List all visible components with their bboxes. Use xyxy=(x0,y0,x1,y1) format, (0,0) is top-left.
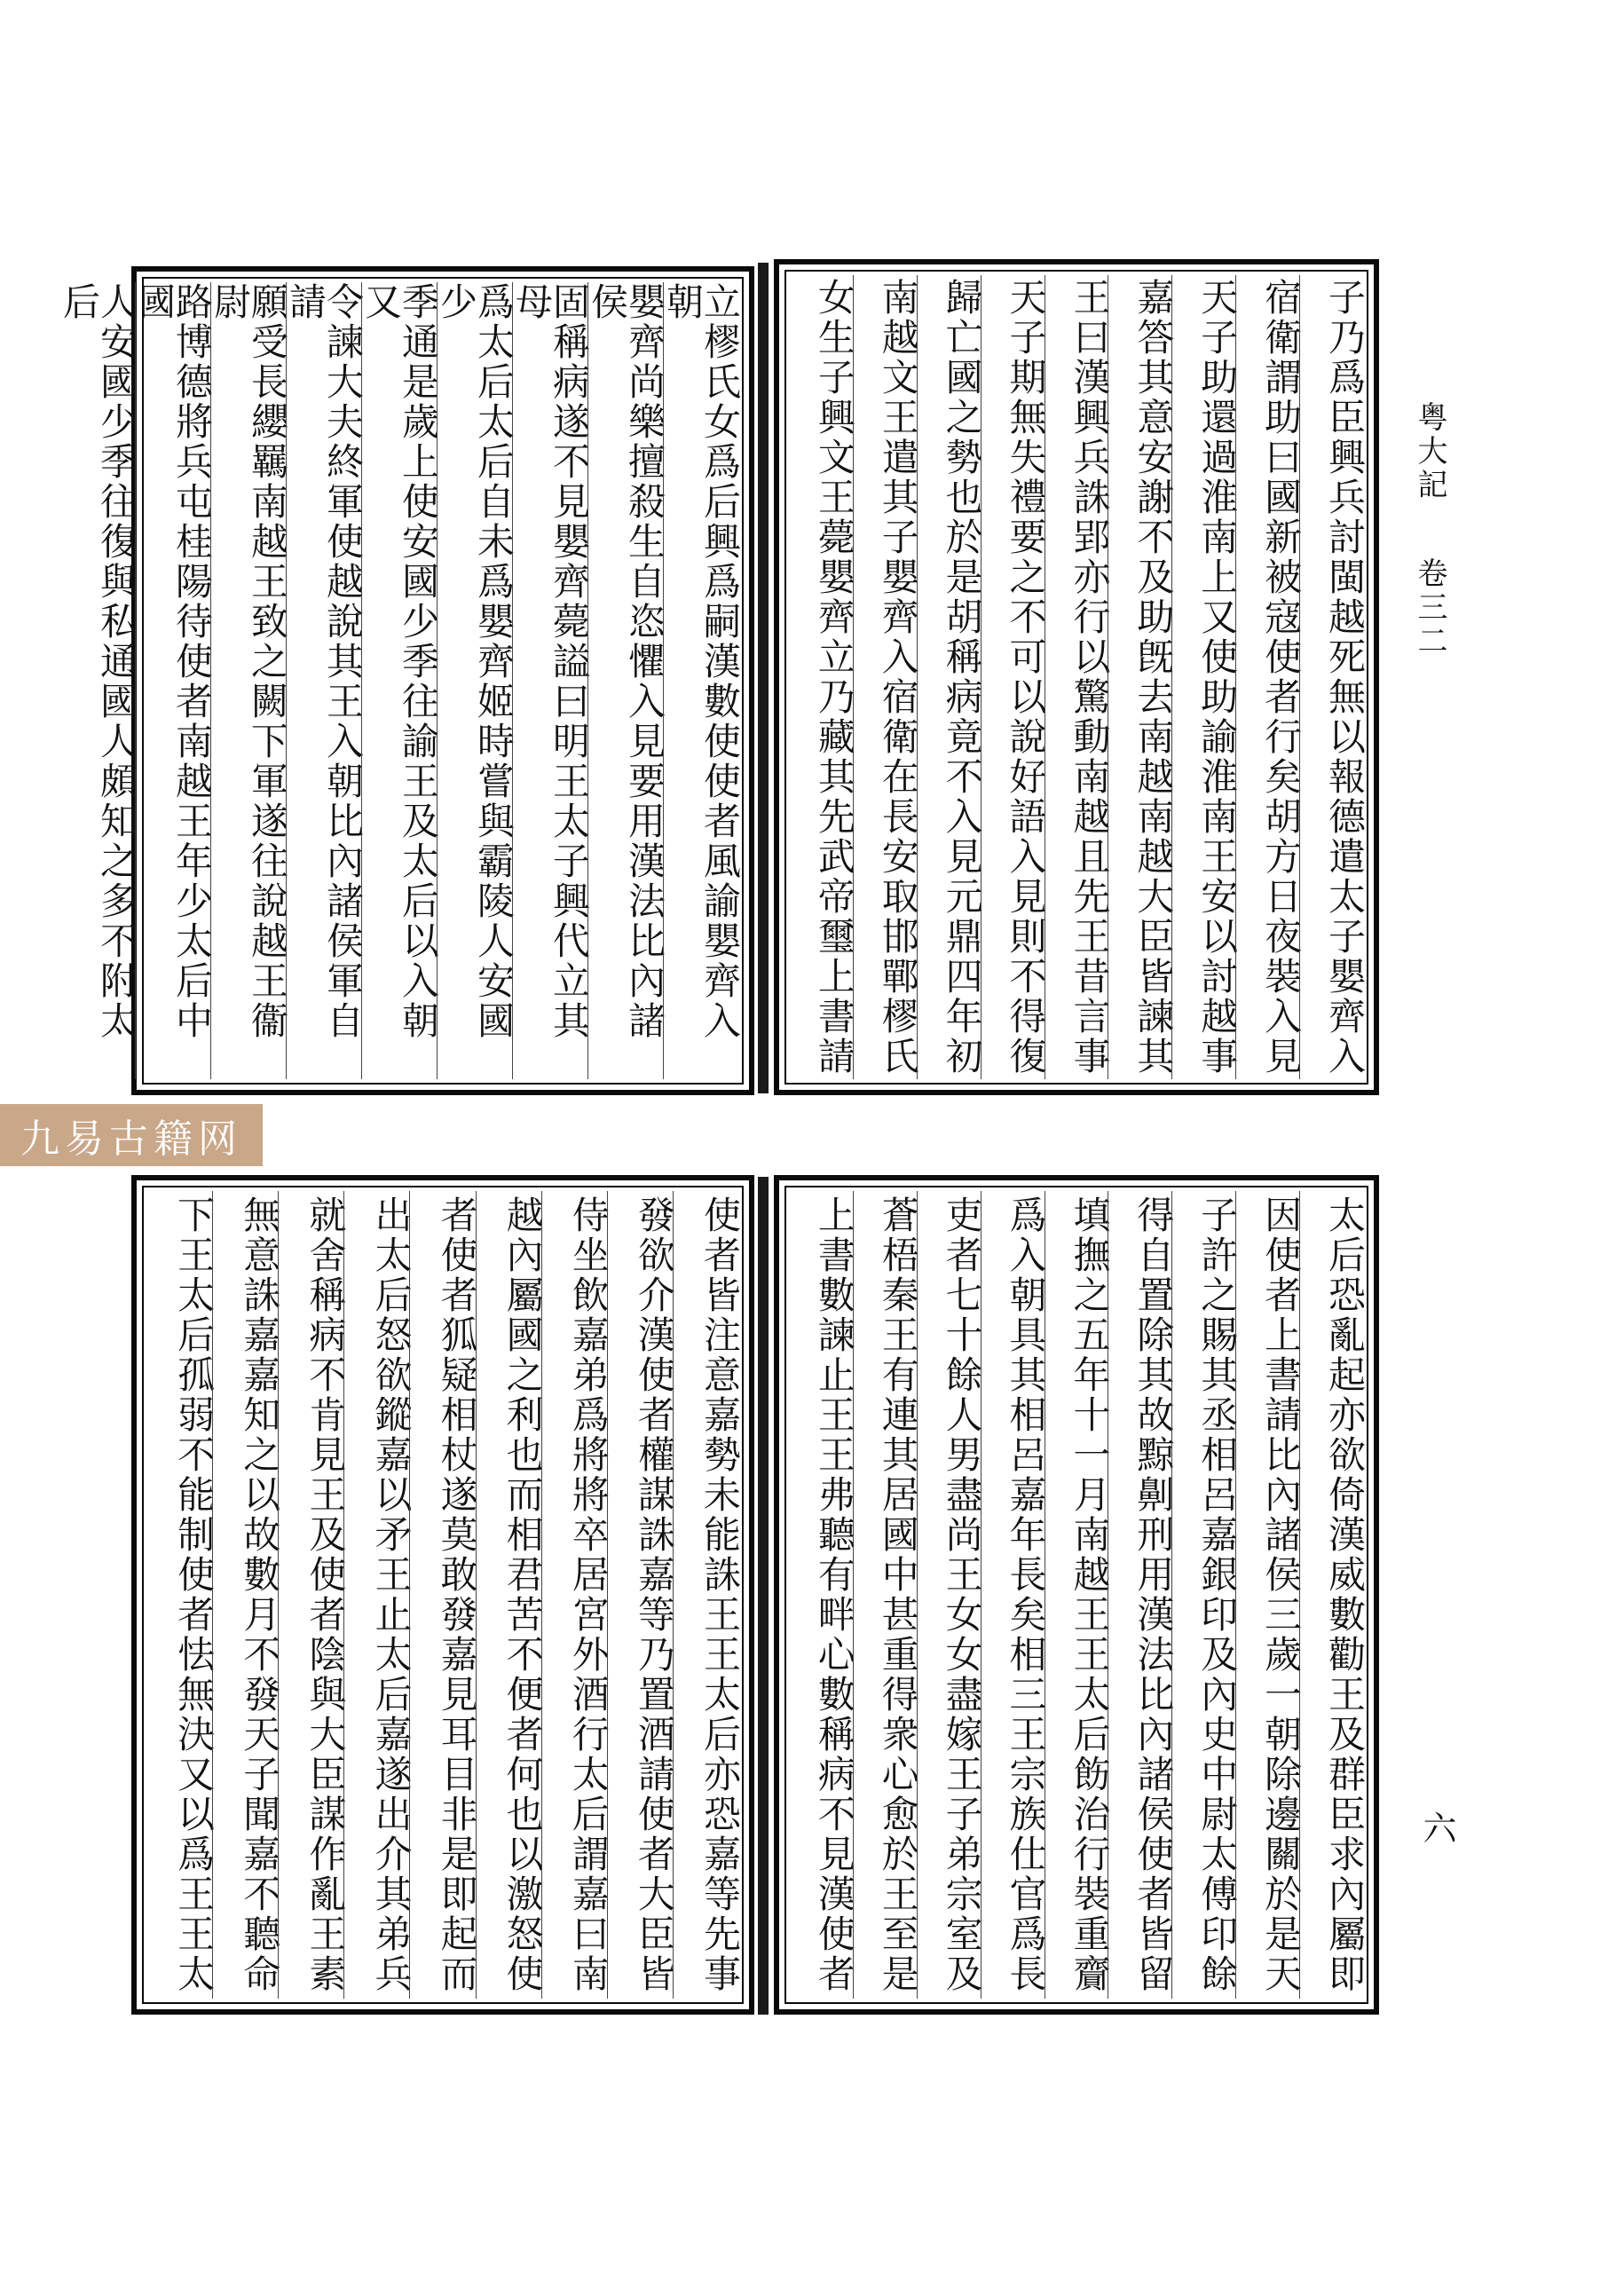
text-column: 越內屬國之利也而相君苦不便者何也以激怒使 xyxy=(476,1191,541,1999)
text-column: 令諫大夫終軍使越說其王入朝比內諸侯軍自請 xyxy=(286,282,361,1079)
site-watermark: 九易古籍网 xyxy=(0,1104,263,1166)
text-column: 得自置除其故黥劓刑用漢法比內諸侯使者皆留 xyxy=(1108,1191,1171,1999)
center-fold-bottom xyxy=(758,1177,769,2015)
text-column: 王曰漢興兵誅郢亦行以驚動南越且先王昔言事 xyxy=(1045,275,1108,1079)
text-column: 上書數諫止王王弗聽有畔心數稱病不見漢使者 xyxy=(812,1195,856,1994)
text-column: 人安國少季往復與私通國人頗知之多不附太后 xyxy=(58,282,138,1041)
book-title: 粤大記 xyxy=(1412,401,1447,502)
text-column: 願受長纓羈南越王致之闕下軍遂往說越王衞尉 xyxy=(210,282,286,1079)
text-column: 爲入朝具其相呂嘉年長矣相三王宗族仕官爲長 xyxy=(981,1191,1045,1999)
text-column: 出太后怒欲鏦嘉以矛王止太后嘉遂出介其弟兵 xyxy=(343,1191,409,1999)
text-column: 因使者上書請比內諸侯三歲一朝除邊關於是天 xyxy=(1235,1191,1299,1999)
text-columns xyxy=(790,275,1367,1079)
text-column: 立樛氏女爲后興爲嗣漢數使使者風諭嬰齊入朝 xyxy=(663,282,738,1079)
text-columns xyxy=(790,1191,1367,1999)
text-column: 路博德將兵屯桂陽待使者南越王年少太后中國 xyxy=(135,282,210,1079)
text-column: 女生子興文王薨嬰齊立乃藏其先武帝璽上書請 xyxy=(812,278,856,1077)
text-column: 無意誅嘉嘉知之以故數月不發天子聞嘉不聽命 xyxy=(212,1191,278,1999)
text-column: 者使者狐疑相杖遂莫敢發嘉見耳目非是即起而 xyxy=(409,1191,475,1999)
text-column: 南越文王遣其子嬰齊入宿衛在長安取邯鄲樛氏 xyxy=(853,275,917,1079)
text-column: 宿衛謂助曰國新被寇使者行矣胡方日夜裝入見 xyxy=(1235,275,1299,1079)
text-panel-top-right xyxy=(774,259,1379,1095)
text-column: 使者皆注意嘉勢未能誅王王太后亦恐嘉等先事 xyxy=(673,1191,738,1999)
text-column: 歸亡國之勢也於是胡稱病竟不入見元鼎四年初 xyxy=(917,275,981,1079)
text-column: 天子助還過淮南上又使助諭淮南王安以討越事 xyxy=(1171,275,1235,1079)
text-column: 子乃爲臣興兵討閩越死無以報德遣太子嬰齊入 xyxy=(1299,275,1363,1079)
text-column: 就舍稱病不肯見王及使者陰與大臣謀作亂王素 xyxy=(278,1191,343,1999)
text-panel-bottom-left xyxy=(131,1175,754,2015)
text-panel-top-left xyxy=(58,266,754,1095)
text-column: 固稱病遂不見嬰齊薨謚曰明王太子興代立其母 xyxy=(512,282,587,1079)
text-columns xyxy=(147,1191,742,1999)
text-column: 季通是歲上使安國少季往諭王及太后以入朝又 xyxy=(361,282,437,1079)
text-column: 下王太后孤弱不能制使者怯無決又以爲王王太 xyxy=(172,1195,217,1994)
text-column: 太后恐亂起亦欲倚漢威數勸王及群臣求內屬即 xyxy=(1299,1191,1363,1999)
text-column: 吏者七十餘人男盡尚王女女盡嫁王子弟宗室及 xyxy=(917,1191,981,1999)
text-column: 嬰齊尚樂擅殺生自恣懼入見要用漢法比內諸侯 xyxy=(587,282,663,1079)
text-column: 發欲介漢使者權謀誅嘉等乃置酒請使者大臣皆 xyxy=(607,1191,673,1999)
text-column: 爲太后太后自未爲嬰齊姬時嘗與霸陵人安國少 xyxy=(437,282,512,1079)
text-columns xyxy=(58,282,742,1079)
text-panel-bottom-right xyxy=(774,1175,1379,2015)
center-fold-top xyxy=(758,263,769,1093)
text-column: 蒼梧秦王有連其居國中甚重得衆心愈於王至是 xyxy=(853,1191,917,1999)
volume-label: 卷三二 xyxy=(1412,557,1447,659)
text-column: 子許之賜其丞相呂嘉銀印及內史中尉太傅印餘 xyxy=(1171,1191,1235,1999)
text-column: 侍坐飲嘉弟爲將將卒居宮外酒行太后謂嘉曰南 xyxy=(541,1191,607,1999)
text-column: 填撫之五年十一月南越王王太后飭治行裝重齎 xyxy=(1045,1191,1108,1999)
folio-number: 六 xyxy=(1417,1810,1456,1848)
text-column: 天子期無失禮要之不可以說好語入見則不得復 xyxy=(981,275,1045,1079)
text-column: 嘉答其意安謝不及助旣去南越南越大臣皆諫其 xyxy=(1108,275,1171,1079)
